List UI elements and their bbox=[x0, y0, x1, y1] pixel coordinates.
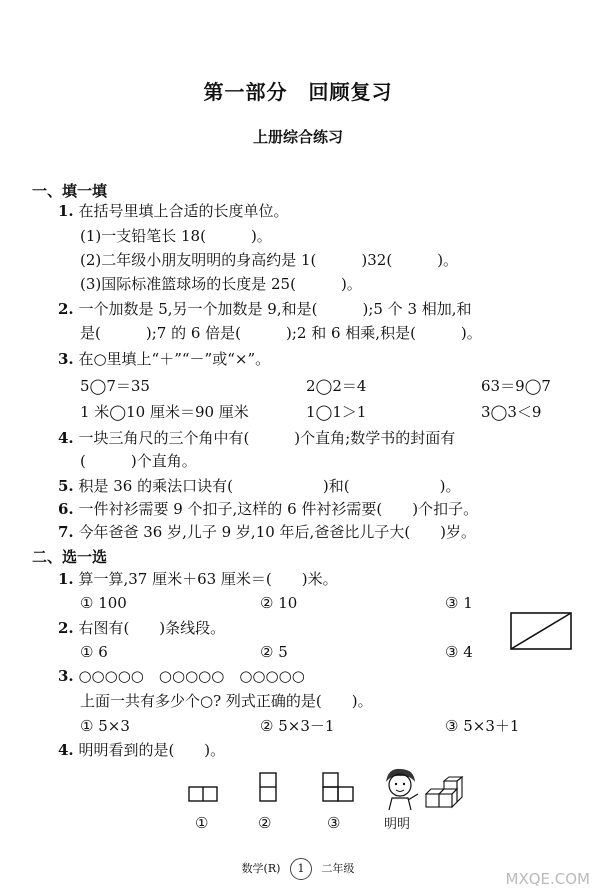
question-6 bbox=[58, 500, 478, 518]
question-4 bbox=[58, 429, 455, 447]
boy-illustration bbox=[378, 766, 422, 812]
question-text: 右图有( )条线段。 bbox=[78, 619, 226, 637]
equation: 1 米◯10 厘米＝90 厘米 bbox=[80, 403, 249, 421]
question-text: 一个加数是 5,另一个加数是 9,和是( );5 个 3 相加,和 bbox=[78, 300, 472, 318]
question-1-a: (1)一支铅笔长 18( )。 bbox=[80, 227, 272, 245]
section-heading: 一、填一填 bbox=[32, 182, 108, 200]
option: ② 5 bbox=[260, 643, 288, 661]
question-text: 积是 36 的乘法口诀有( )和( )。 bbox=[78, 477, 461, 495]
equation: 2◯2＝4 bbox=[306, 377, 367, 395]
question-number: 4. bbox=[58, 429, 74, 447]
question-text: 在括号里填上合适的长度单位。 bbox=[78, 202, 289, 220]
rectangle-diagonal-figure bbox=[510, 612, 572, 650]
question-number: 1. bbox=[58, 202, 74, 220]
equation: 3◯3＜9 bbox=[481, 403, 542, 421]
option: ① 6 bbox=[80, 643, 108, 661]
question-text: 一块三角尺的三个角中有( )个直角;数学书的封面有 bbox=[78, 429, 456, 447]
question-1-b: (2)二年级小朋友明明的身高约是 1( )32( )。 bbox=[80, 251, 459, 269]
option-label: ② bbox=[258, 814, 272, 832]
question-number: 1. bbox=[58, 570, 74, 588]
question-text: 一件衬衫需要 9 个扣子,这样的 6 件衬衫需要( )个扣子。 bbox=[78, 500, 479, 518]
circles-row: ○○○○○ ○○○○○ ○○○○○ bbox=[78, 667, 305, 685]
question-2 bbox=[58, 300, 472, 318]
question-text: 在○里填上“＋”“－”或“×”。 bbox=[78, 350, 271, 368]
question-2-line2: 是( );7 的 6 倍是( );2 和 6 相乘,积是( )。 bbox=[80, 324, 482, 342]
question-1 bbox=[58, 202, 288, 220]
question-text: 算一算,37 厘米＋63 厘米＝( )米。 bbox=[78, 570, 338, 588]
question-number: 2. bbox=[58, 619, 74, 637]
choice-question-1 bbox=[58, 570, 338, 588]
question-text: 今年爸爸 36 岁,儿子 9 岁,10 年后,爸爸比儿子大( )岁。 bbox=[78, 523, 477, 541]
question-3 bbox=[58, 350, 270, 368]
question-number: 3. bbox=[58, 667, 74, 685]
page-number-badge: 1 bbox=[290, 858, 312, 880]
cube-stack-figure bbox=[424, 776, 464, 812]
option: ③ 1 bbox=[445, 594, 473, 612]
choice-question-4 bbox=[58, 741, 225, 759]
option: ③ 4 bbox=[445, 643, 473, 661]
question-number: 6. bbox=[58, 500, 74, 518]
question-number: 4. bbox=[58, 741, 74, 759]
option: ① 100 bbox=[80, 594, 127, 612]
option: ① 5×3 bbox=[80, 717, 130, 735]
option: ② 10 bbox=[260, 594, 298, 612]
option-label: ③ bbox=[327, 814, 341, 832]
view-figure-3 bbox=[322, 772, 354, 802]
view-figure-2 bbox=[259, 772, 277, 802]
question-text: 明明看到的是( )。 bbox=[78, 741, 226, 759]
question-text: 上面一共有多少个○? 列式正确的是( )。 bbox=[80, 692, 373, 710]
page-subtitle: 上册综合练习 bbox=[252, 128, 343, 146]
question-number: 2. bbox=[58, 300, 74, 318]
option-label: ① bbox=[195, 814, 209, 832]
choice-question-3 bbox=[58, 667, 305, 685]
section-heading: 二、选一选 bbox=[32, 548, 108, 566]
question-5 bbox=[58, 477, 461, 495]
question-number: 3. bbox=[58, 350, 74, 368]
question-7 bbox=[58, 523, 476, 541]
watermark: MXQE.COM bbox=[505, 870, 590, 888]
view-figure-1 bbox=[188, 786, 218, 802]
equation: 5◯7＝35 bbox=[80, 377, 150, 395]
question-number: 7. bbox=[58, 523, 74, 541]
footer-grade: 二年级 bbox=[321, 862, 355, 875]
equation: 63＝9◯7 bbox=[481, 377, 551, 395]
page-title: 第一部分 回顾复习 bbox=[203, 80, 393, 104]
option: ③ 5×3＋1 bbox=[445, 717, 520, 735]
character-name: 明明 bbox=[384, 817, 411, 832]
option: ② 5×3－1 bbox=[260, 717, 335, 735]
equation: 1◯1＞1 bbox=[306, 403, 367, 421]
question-1-c: (3)国际标准篮球场的长度是 25( )。 bbox=[80, 275, 362, 293]
footer-subject: 数学(R) bbox=[241, 862, 281, 875]
question-number: 5. bbox=[58, 477, 74, 495]
question-4-line2: ( )个直角。 bbox=[80, 452, 197, 470]
choice-question-2 bbox=[58, 619, 225, 637]
